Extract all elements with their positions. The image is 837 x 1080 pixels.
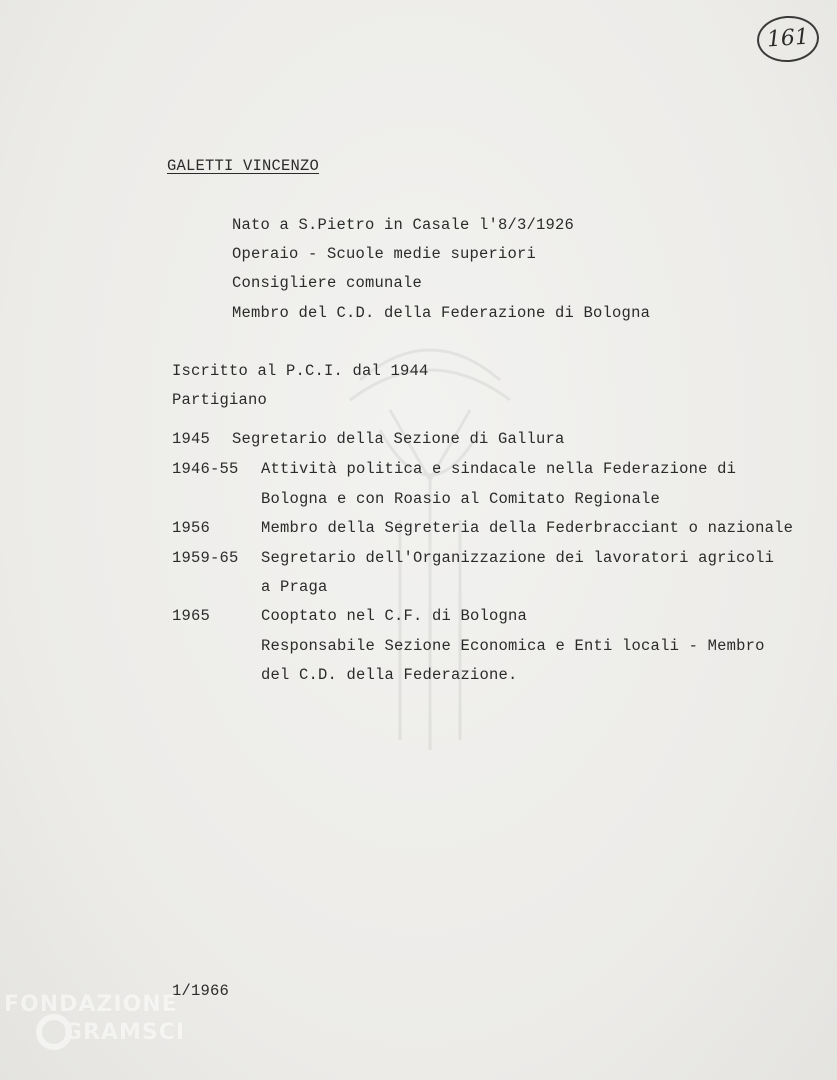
timeline-year: 1945 (172, 430, 211, 448)
party-membership: Iscritto al P.C.I. dal 1944 (172, 362, 429, 380)
timeline-text: del C.D. della Federazione. (261, 666, 518, 684)
timeline-text: Segretario dell'Organizzazione dei lavoratori agricoli (261, 549, 775, 567)
timeline-year: 1946-55 (172, 460, 239, 478)
timeline-year: 1956 (172, 519, 211, 537)
emblem-watermark-icon (320, 320, 540, 760)
timeline-year: 1965 (172, 607, 211, 625)
bio-council: Consigliere comunale (232, 274, 423, 292)
person-name-heading: GALETTI VINCENZO (167, 157, 320, 175)
timeline-text: Cooptato nel C.F. di Bologna (261, 607, 528, 625)
fondazione-gramsci-logo (4, 990, 224, 1060)
document-date: 1/1966 (172, 982, 230, 1000)
timeline-text: Bologna e con Roasio al Comitato Regionale (261, 490, 661, 508)
bio-membership: Membro del C.D. della Federazione di Bologna (232, 304, 651, 322)
g-circle-icon (34, 1012, 74, 1052)
bio-education: Operaio - Scuole medie superiori (232, 245, 537, 263)
partisan-note: Partigiano (172, 391, 268, 409)
timeline-text: Responsabile Sezione Economica e Enti locali - Membro (261, 637, 765, 655)
bio-birth: Nato a S.Pietro in Casale l'8/3/1926 (232, 216, 575, 234)
timeline-text: Membro della Segreteria della Federbracciant o nazionale (261, 519, 794, 537)
page-number-stamp: 161 (755, 14, 820, 64)
watermark-line-2: GRAMSCI (64, 1020, 186, 1045)
timeline-text: a Praga (261, 578, 328, 596)
timeline-text: Segretario della Sezione di Gallura (232, 430, 565, 448)
timeline-text: Attività politica e sindacale nella Federazione di (261, 460, 737, 478)
timeline-year: 1959-65 (172, 549, 239, 567)
watermark-line-1: FONDAZIONE (4, 992, 178, 1017)
